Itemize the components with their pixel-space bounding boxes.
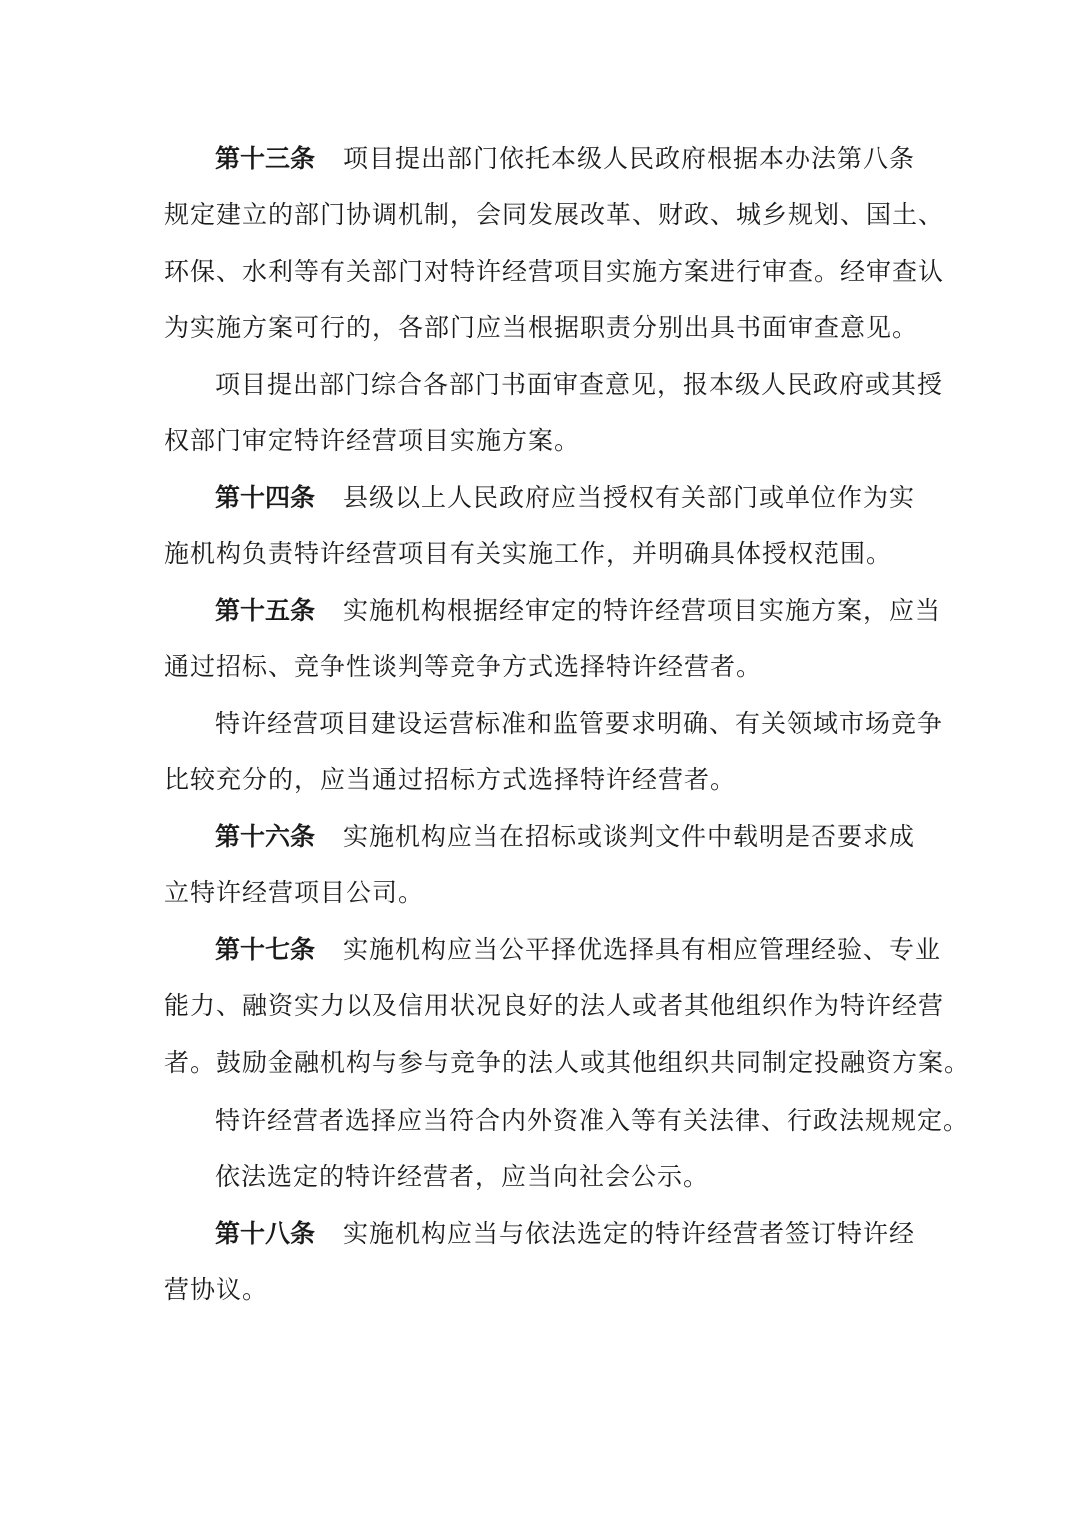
article-13-text: 项目提出部门依托本级人民政府根据本办法第八条 <box>343 144 916 173</box>
article-16-heading: 第十六条 <box>215 822 316 851</box>
article-14-line-2: 施机构负责特许经营项目有关实施工作，并明确具体授权范围。 <box>164 539 893 568</box>
article-16-line-1 <box>0 822 1080 852</box>
article-15-line-1 <box>0 596 1080 626</box>
paragraph-17c-line-1: 依法选定的特许经营者，应当向社会公示。 <box>215 1162 710 1191</box>
article-15-text: 实施机构根据经审定的特许经营项目实施方案，应当 <box>343 596 942 625</box>
article-18-line-1 <box>0 1219 1080 1249</box>
article-17-text: 实施机构应当公平择优选择具有相应管理经验、专业 <box>343 935 942 964</box>
article-15-line-2: 通过招标、竞争性谈判等竞争方式选择特许经营者。 <box>164 652 763 681</box>
article-15-heading: 第十五条 <box>215 596 316 625</box>
paragraph-15b-line-2: 比较充分的，应当通过招标方式选择特许经营者。 <box>164 765 737 794</box>
article-16-text: 实施机构应当在招标或谈判文件中载明是否要求成 <box>343 822 916 851</box>
article-16-line-2: 立特许经营项目公司。 <box>164 878 425 907</box>
article-17-line-2: 能力、融资实力以及信用状况良好的法人或者其他组织作为特许经营 <box>164 991 945 1020</box>
article-18-text: 实施机构应当与依法选定的特许经营者签订特许经 <box>343 1219 916 1248</box>
paragraph-13b-line-1: 项目提出部门综合各部门书面审查意见，报本级人民政府或其授 <box>215 370 944 399</box>
article-13-line-1 <box>0 144 1080 174</box>
article-14-line-1 <box>0 483 1080 513</box>
article-17-line-1 <box>0 935 1080 965</box>
article-13-line-4: 为实施方案可行的，各部门应当根据职责分别出具书面审查意见。 <box>164 313 919 342</box>
article-13-line-3: 环保、水利等有关部门对特许经营项目实施方案进行审查。经审查认 <box>164 257 945 286</box>
paragraph-13b-line-2: 权部门审定特许经营项目实施方案。 <box>164 426 581 455</box>
article-13-line-2: 规定建立的部门协调机制，会同发展改革、财政、城乡规划、国土、 <box>164 200 945 229</box>
article-13-heading: 第十三条 <box>215 144 316 173</box>
paragraph-17b-line-1: 特许经营者选择应当符合内外资准入等有关法律、行政法规规定。 <box>215 1106 970 1135</box>
article-14-text: 县级以上人民政府应当授权有关部门或单位作为实 <box>343 483 916 512</box>
article-18-line-2: 营协议。 <box>164 1275 269 1304</box>
article-17-heading: 第十七条 <box>215 935 316 964</box>
article-14-heading: 第十四条 <box>215 483 316 512</box>
paragraph-15b-line-1: 特许经营项目建设运营标准和监管要求明确、有关领域市场竞争 <box>215 709 944 738</box>
article-17-line-3: 者。鼓励金融机构与参与竞争的法人或其他组织共同制定投融资方案。 <box>164 1048 971 1077</box>
article-18-heading: 第十八条 <box>215 1219 316 1248</box>
